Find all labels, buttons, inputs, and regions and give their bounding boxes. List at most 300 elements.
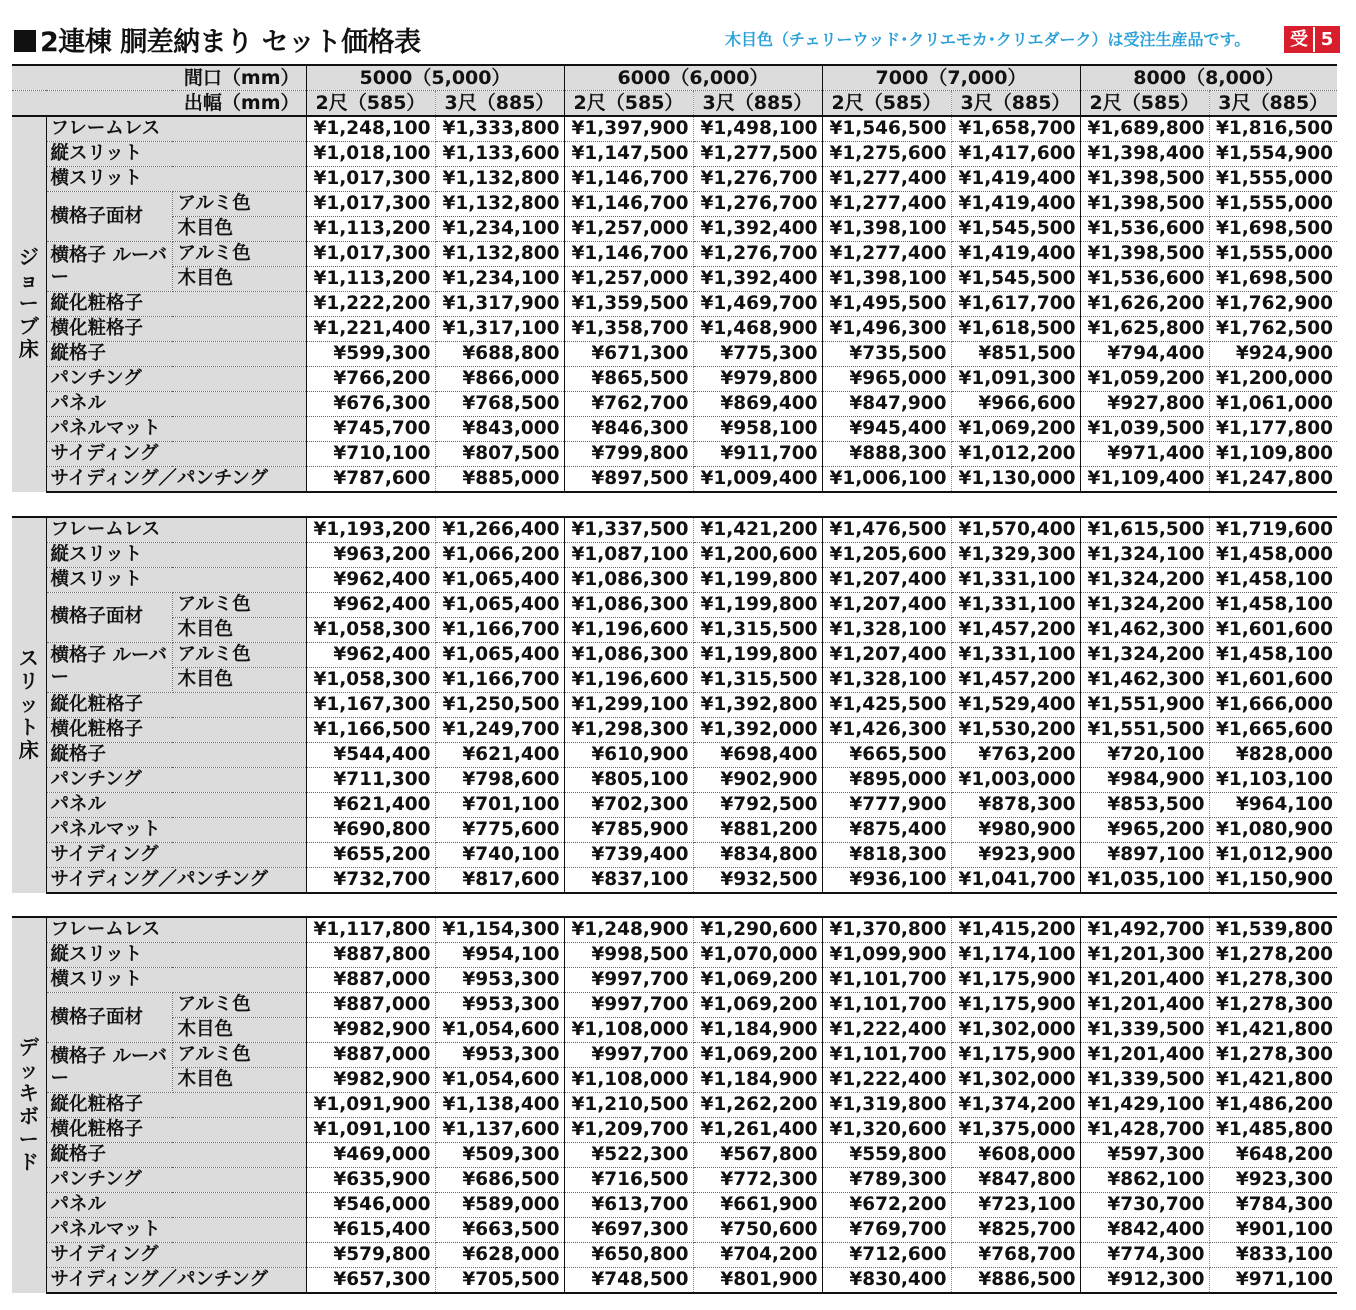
price-cell: ¥1,398,500: [1080, 192, 1209, 217]
price-cell: ¥1,546,500: [822, 116, 951, 142]
price-cell: ¥965,000: [822, 367, 951, 392]
price-cell: ¥1,615,500: [1080, 517, 1209, 543]
price-cell: ¥1,205,600: [822, 542, 951, 567]
price-cell: ¥825,700: [951, 1218, 1080, 1243]
price-cell: ¥1,039,500: [1080, 417, 1209, 442]
price-cell: ¥1,392,800: [693, 692, 822, 717]
price-cell: ¥1,698,500: [1209, 267, 1337, 292]
price-cell: ¥777,900: [822, 792, 951, 817]
page-title: [14, 20, 421, 59]
category-label: パンチング: [46, 1168, 306, 1193]
price-cell: ¥1,012,200: [951, 442, 1080, 467]
price-cell: ¥1,570,400: [951, 517, 1080, 543]
price-cell: ¥1,200,000: [1209, 367, 1337, 392]
category-label: 横格子面材: [46, 993, 172, 1043]
price-cell: ¥1,762,500: [1209, 317, 1337, 342]
price-cell: ¥1,018,100: [306, 142, 435, 167]
price-cell: ¥1,101,700: [822, 1043, 951, 1068]
gap-cell: [12, 893, 1337, 918]
price-cell: ¥902,900: [693, 767, 822, 792]
category-label: 縦格子: [46, 1143, 306, 1168]
price-cell: ¥1,333,800: [435, 116, 564, 142]
price-cell: ¥1,626,200: [1080, 292, 1209, 317]
category-label: 横化粧格子: [46, 717, 306, 742]
category-label: パンチング: [46, 767, 306, 792]
table-row: [12, 1143, 1337, 1168]
price-cell: ¥732,700: [306, 867, 435, 893]
category-label: サイディング／パンチング: [46, 1268, 306, 1294]
depth-header: 3尺（885）: [951, 91, 1080, 117]
price-cell: ¥635,900: [306, 1168, 435, 1193]
price-cell: ¥1,201,300: [1080, 943, 1209, 968]
price-cell: ¥1,419,400: [951, 192, 1080, 217]
price-cell: ¥1,419,400: [951, 242, 1080, 267]
price-cell: ¥671,300: [564, 342, 693, 367]
price-cell: ¥1,529,400: [951, 692, 1080, 717]
price-cell: ¥962,400: [306, 567, 435, 592]
width-header: 7000（7,000）: [822, 65, 1080, 91]
price-cell: ¥1,698,500: [1209, 217, 1337, 242]
price-cell: ¥966,600: [951, 392, 1080, 417]
price-cell: ¥1,324,200: [1080, 567, 1209, 592]
price-cell: ¥1,209,700: [564, 1118, 693, 1143]
price-cell: ¥1,109,400: [1080, 467, 1209, 493]
header-corner: [12, 91, 172, 117]
price-cell: ¥740,100: [435, 842, 564, 867]
made-to-order-notice: 木目色（チェリーウッド･クリエモカ･クリエダーク）は受注生産品です。: [725, 30, 1251, 49]
price-cell: ¥1,059,200: [1080, 367, 1209, 392]
price-cell: ¥1,666,000: [1209, 692, 1337, 717]
price-cell: ¥1,069,200: [693, 993, 822, 1018]
price-cell: ¥676,300: [306, 392, 435, 417]
price-cell: ¥1,166,500: [306, 717, 435, 742]
price-cell: ¥1,137,600: [435, 1118, 564, 1143]
price-cell: ¥1,054,600: [435, 1018, 564, 1043]
price-cell: ¥1,302,000: [951, 1068, 1080, 1093]
price-cell: ¥567,800: [693, 1143, 822, 1168]
price-cell: ¥1,625,800: [1080, 317, 1209, 342]
table-row: [12, 642, 1337, 667]
table-row: [12, 617, 1337, 642]
category-label: パネル: [46, 392, 306, 417]
category-label: フレームレス: [46, 917, 306, 943]
price-cell: ¥650,800: [564, 1243, 693, 1268]
table-row: [12, 192, 1337, 217]
table-row: [12, 592, 1337, 617]
table-row: [12, 1168, 1337, 1193]
table-row: [12, 517, 1337, 543]
category-label: 横格子面材: [46, 592, 172, 642]
price-cell: ¥1,222,400: [822, 1068, 951, 1093]
price-cell: ¥509,300: [435, 1143, 564, 1168]
price-cell: ¥1,302,000: [951, 1018, 1080, 1043]
table-row: [12, 1068, 1337, 1093]
price-cell: ¥885,000: [435, 467, 564, 493]
sub-category-label: 木目色: [172, 1018, 306, 1043]
price-cell: ¥1,250,500: [435, 692, 564, 717]
category-label: 横化粧格子: [46, 317, 306, 342]
category-label: 縦化粧格子: [46, 692, 306, 717]
price-cell: ¥748,500: [564, 1268, 693, 1294]
price-cell: ¥750,600: [693, 1218, 822, 1243]
price-cell: ¥1,130,000: [951, 467, 1080, 493]
category-label: サイディング／パンチング: [46, 867, 306, 893]
table-row: [12, 267, 1337, 292]
table-row: [12, 692, 1337, 717]
price-cell: ¥1,017,300: [306, 242, 435, 267]
price-cell: ¥1,099,900: [822, 943, 951, 968]
price-cell: ¥998,500: [564, 943, 693, 968]
category-label: 横スリット: [46, 167, 306, 192]
price-cell: ¥1,551,500: [1080, 717, 1209, 742]
price-cell: ¥1,719,600: [1209, 517, 1337, 543]
table-row: [12, 1093, 1337, 1118]
price-cell: ¥1,091,300: [951, 367, 1080, 392]
table-row: [12, 1218, 1337, 1243]
price-cell: ¥1,358,700: [564, 317, 693, 342]
price-cell: ¥665,500: [822, 742, 951, 767]
price-cell: ¥597,300: [1080, 1143, 1209, 1168]
price-cell: ¥723,100: [951, 1193, 1080, 1218]
price-cell: ¥887,000: [306, 1043, 435, 1068]
price-cell: ¥1,545,500: [951, 217, 1080, 242]
price-cell: ¥1,234,100: [435, 217, 564, 242]
price-cell: ¥828,000: [1209, 742, 1337, 767]
price-cell: ¥1,174,100: [951, 943, 1080, 968]
section-label-text: ジョーブ床: [18, 245, 39, 361]
price-cell: ¥1,476,500: [822, 517, 951, 543]
table-row: [12, 367, 1337, 392]
square-bullet-icon: [14, 30, 36, 52]
price-cell: ¥923,300: [1209, 1168, 1337, 1193]
price-cell: ¥1,132,800: [435, 192, 564, 217]
price-cell: ¥712,600: [822, 1243, 951, 1268]
price-cell: ¥1,201,400: [1080, 1043, 1209, 1068]
price-cell: ¥1,392,400: [693, 217, 822, 242]
price-cell: ¥1,315,500: [693, 617, 822, 642]
price-cell: ¥1,665,600: [1209, 717, 1337, 742]
price-cell: ¥1,415,200: [951, 917, 1080, 943]
price-cell: ¥775,300: [693, 342, 822, 367]
price-cell: ¥953,300: [435, 968, 564, 993]
price-cell: ¥1,103,100: [1209, 767, 1337, 792]
price-cell: ¥1,003,000: [951, 767, 1080, 792]
price-cell: ¥739,400: [564, 842, 693, 867]
price-cell: ¥1,070,000: [693, 943, 822, 968]
sub-category-label: アルミ色: [172, 1043, 306, 1068]
price-cell: ¥1,392,000: [693, 717, 822, 742]
price-cell: ¥1,109,800: [1209, 442, 1337, 467]
price-cell: ¥559,800: [822, 1143, 951, 1168]
table-row: [12, 417, 1337, 442]
price-cell: ¥1,248,900: [564, 917, 693, 943]
price-cell: ¥1,331,100: [951, 592, 1080, 617]
price-cell: ¥866,000: [435, 367, 564, 392]
price-cell: ¥1,601,600: [1209, 667, 1337, 692]
price-cell: ¥799,800: [564, 442, 693, 467]
sub-category-label: アルミ色: [172, 993, 306, 1018]
table-row: [12, 542, 1337, 567]
table-row: [12, 1118, 1337, 1143]
price-cell: ¥801,900: [693, 1268, 822, 1294]
table-row: [12, 993, 1337, 1018]
price-cell: ¥843,000: [435, 417, 564, 442]
section-label: [12, 917, 46, 1293]
price-cell: ¥1,530,200: [951, 717, 1080, 742]
price-cell: ¥1,324,200: [1080, 592, 1209, 617]
price-cell: ¥1,617,700: [951, 292, 1080, 317]
price-cell: ¥979,800: [693, 367, 822, 392]
category-label: 横格子 ルーバー: [46, 1043, 172, 1093]
price-cell: ¥1,199,800: [693, 592, 822, 617]
price-cell: ¥1,457,200: [951, 617, 1080, 642]
price-cell: ¥830,400: [822, 1268, 951, 1294]
sub-category-label: 木目色: [172, 217, 306, 242]
table-row: [12, 867, 1337, 893]
price-cell: ¥1,276,700: [693, 242, 822, 267]
price-cell: ¥1,196,600: [564, 617, 693, 642]
price-cell: ¥936,100: [822, 867, 951, 893]
price-cell: ¥1,618,500: [951, 317, 1080, 342]
price-cell: ¥1,065,400: [435, 592, 564, 617]
price-cell: ¥1,012,900: [1209, 842, 1337, 867]
price-cell: ¥735,500: [822, 342, 951, 367]
price-cell: ¥697,300: [564, 1218, 693, 1243]
price-cell: ¥895,000: [822, 767, 951, 792]
price-cell: ¥798,600: [435, 767, 564, 792]
category-label: 横格子 ルーバー: [46, 642, 172, 692]
price-cell: ¥1,370,800: [822, 917, 951, 943]
depth-header: 2尺（585）: [822, 91, 951, 117]
price-cell: ¥716,500: [564, 1168, 693, 1193]
price-cell: ¥663,500: [435, 1218, 564, 1243]
price-cell: ¥794,400: [1080, 342, 1209, 367]
price-cell: ¥1,486,200: [1209, 1093, 1337, 1118]
price-cell: ¥655,200: [306, 842, 435, 867]
price-cell: ¥1,398,500: [1080, 167, 1209, 192]
price-cell: ¥1,337,500: [564, 517, 693, 543]
price-cell: ¥661,900: [693, 1193, 822, 1218]
category-label: サイディング: [46, 842, 306, 867]
sub-category-label: 木目色: [172, 617, 306, 642]
price-cell: ¥1,065,400: [435, 642, 564, 667]
price-cell: ¥1,080,900: [1209, 817, 1337, 842]
category-label: 縦スリット: [46, 542, 306, 567]
price-cell: ¥469,000: [306, 1143, 435, 1168]
price-cell: ¥953,300: [435, 993, 564, 1018]
table-row: [12, 167, 1337, 192]
price-cell: ¥1,421,800: [1209, 1068, 1337, 1093]
table-row: [12, 567, 1337, 592]
price-cell: ¥963,200: [306, 542, 435, 567]
price-cell: ¥923,900: [951, 842, 1080, 867]
price-cell: ¥1,257,000: [564, 267, 693, 292]
price-cell: ¥774,300: [1080, 1243, 1209, 1268]
price-cell: ¥1,207,400: [822, 592, 951, 617]
price-cell: ¥971,100: [1209, 1268, 1337, 1294]
table-row: [12, 1243, 1337, 1268]
price-cell: ¥965,200: [1080, 817, 1209, 842]
price-cell: ¥1,113,200: [306, 217, 435, 242]
table-row: [12, 792, 1337, 817]
price-cell: ¥980,900: [951, 817, 1080, 842]
price-cell: ¥924,900: [1209, 342, 1337, 367]
price-cell: ¥1,200,600: [693, 542, 822, 567]
price-cell: ¥1,166,700: [435, 617, 564, 642]
price-cell: ¥1,419,400: [951, 167, 1080, 192]
price-cell: ¥842,400: [1080, 1218, 1209, 1243]
category-label: 横格子 ルーバー: [46, 242, 172, 292]
price-cell: ¥1,457,200: [951, 667, 1080, 692]
price-cell: ¥1,555,000: [1209, 192, 1337, 217]
price-cell: ¥1,275,600: [822, 142, 951, 167]
price-cell: ¥648,200: [1209, 1143, 1337, 1168]
category-label: 横格子面材: [46, 192, 172, 242]
table-row: [12, 1193, 1337, 1218]
price-cell: ¥1,397,900: [564, 116, 693, 142]
price-cell: ¥711,300: [306, 767, 435, 792]
price-cell: ¥1,262,200: [693, 1093, 822, 1118]
price-cell: ¥1,277,400: [822, 167, 951, 192]
price-cell: ¥1,035,100: [1080, 867, 1209, 893]
price-cell: ¥1,249,700: [435, 717, 564, 742]
price-cell: ¥690,800: [306, 817, 435, 842]
price-cell: ¥887,000: [306, 993, 435, 1018]
price-cell: ¥1,469,700: [693, 292, 822, 317]
section-gap: [12, 492, 1337, 517]
price-cell: ¥1,146,700: [564, 192, 693, 217]
price-cell: ¥997,700: [564, 1043, 693, 1068]
price-cell: ¥1,066,200: [435, 542, 564, 567]
price-table-body: [12, 65, 1337, 1293]
price-cell: ¥964,100: [1209, 792, 1337, 817]
price-cell: ¥1,132,800: [435, 242, 564, 267]
price-cell: ¥730,700: [1080, 1193, 1209, 1218]
price-cell: ¥1,492,700: [1080, 917, 1209, 943]
price-cell: ¥1,277,400: [822, 192, 951, 217]
price-cell: ¥1,210,500: [564, 1093, 693, 1118]
price-cell: ¥657,300: [306, 1268, 435, 1294]
price-cell: ¥1,329,300: [951, 542, 1080, 567]
width-header: 5000（5,000）: [306, 65, 564, 91]
table-row: [12, 917, 1337, 943]
price-cell: ¥1,041,700: [951, 867, 1080, 893]
header-row-depth: [12, 91, 1337, 117]
section-label-text: デッキボード: [18, 1034, 39, 1174]
table-row: [12, 467, 1337, 493]
price-cell: ¥984,900: [1080, 767, 1209, 792]
gap-cell: [12, 492, 1337, 517]
price-cell: ¥1,167,300: [306, 692, 435, 717]
price-cell: ¥787,600: [306, 467, 435, 493]
price-cell: ¥846,300: [564, 417, 693, 442]
price-cell: ¥847,800: [951, 1168, 1080, 1193]
price-cell: ¥628,000: [435, 1243, 564, 1268]
sub-category-label: アルミ色: [172, 642, 306, 667]
category-label: 縦スリット: [46, 142, 306, 167]
price-cell: ¥1,398,500: [1080, 242, 1209, 267]
price-cell: ¥1,496,300: [822, 317, 951, 342]
table-row: [12, 1043, 1337, 1068]
sub-category-label: アルミ色: [172, 592, 306, 617]
category-label: フレームレス: [46, 116, 306, 142]
price-cell: ¥878,300: [951, 792, 1080, 817]
price-cell: ¥1,276,700: [693, 192, 822, 217]
price-cell: ¥1,429,100: [1080, 1093, 1209, 1118]
price-cell: ¥1,261,400: [693, 1118, 822, 1143]
price-cell: ¥1,132,800: [435, 167, 564, 192]
price-cell: ¥833,100: [1209, 1243, 1337, 1268]
price-cell: ¥851,500: [951, 342, 1080, 367]
price-cell: ¥1,087,100: [564, 542, 693, 567]
sub-category-label: 木目色: [172, 667, 306, 692]
price-cell: ¥1,554,900: [1209, 142, 1337, 167]
price-cell: ¥1,328,100: [822, 667, 951, 692]
price-cell: ¥704,200: [693, 1243, 822, 1268]
category-label: パネル: [46, 792, 306, 817]
price-cell: ¥971,400: [1080, 442, 1209, 467]
price-cell: ¥1,113,200: [306, 267, 435, 292]
price-cell: ¥1,146,700: [564, 167, 693, 192]
price-cell: ¥785,900: [564, 817, 693, 842]
price-cell: ¥862,100: [1080, 1168, 1209, 1193]
price-cell: ¥1,545,500: [951, 267, 1080, 292]
table-row: [12, 242, 1337, 267]
price-cell: ¥817,600: [435, 867, 564, 893]
price-cell: ¥1,658,700: [951, 116, 1080, 142]
table-row: [12, 116, 1337, 142]
table-row: [12, 968, 1337, 993]
price-cell: ¥1,816,500: [1209, 116, 1337, 142]
price-cell: ¥1,101,700: [822, 993, 951, 1018]
price-cell: ¥1,277,500: [693, 142, 822, 167]
price-cell: ¥1,069,200: [693, 1043, 822, 1068]
table-row: [12, 842, 1337, 867]
price-cell: ¥1,320,600: [822, 1118, 951, 1143]
price-cell: ¥1,177,800: [1209, 417, 1337, 442]
price-cell: ¥982,900: [306, 1018, 435, 1043]
price-cell: ¥1,175,900: [951, 968, 1080, 993]
price-cell: ¥1,421,200: [693, 517, 822, 543]
section-label: [12, 517, 46, 893]
category-label: フレームレス: [46, 517, 306, 543]
price-cell: ¥792,500: [693, 792, 822, 817]
price-cell: ¥1,184,900: [693, 1068, 822, 1093]
section-gap: [12, 893, 1337, 918]
category-label: パンチング: [46, 367, 306, 392]
price-cell: ¥853,500: [1080, 792, 1209, 817]
price-cell: ¥869,400: [693, 392, 822, 417]
price-cell: ¥1,147,500: [564, 142, 693, 167]
price-cell: ¥546,000: [306, 1193, 435, 1218]
price-cell: ¥589,000: [435, 1193, 564, 1218]
price-cell: ¥1,193,200: [306, 517, 435, 543]
order-badge: [1284, 26, 1340, 53]
category-label: 横化粧格子: [46, 1118, 306, 1143]
price-cell: ¥1,278,300: [1209, 968, 1337, 993]
price-cell: ¥1,339,500: [1080, 1068, 1209, 1093]
header-row-width: [12, 65, 1337, 91]
price-cell: ¥745,700: [306, 417, 435, 442]
price-cell: ¥1,207,400: [822, 567, 951, 592]
price-cell: ¥1,374,200: [951, 1093, 1080, 1118]
price-cell: ¥1,054,600: [435, 1068, 564, 1093]
table-row: [12, 292, 1337, 317]
price-cell: ¥1,009,400: [693, 467, 822, 493]
price-cell: ¥901,100: [1209, 1218, 1337, 1243]
price-cell: ¥1,536,600: [1080, 217, 1209, 242]
price-cell: ¥1,201,400: [1080, 993, 1209, 1018]
